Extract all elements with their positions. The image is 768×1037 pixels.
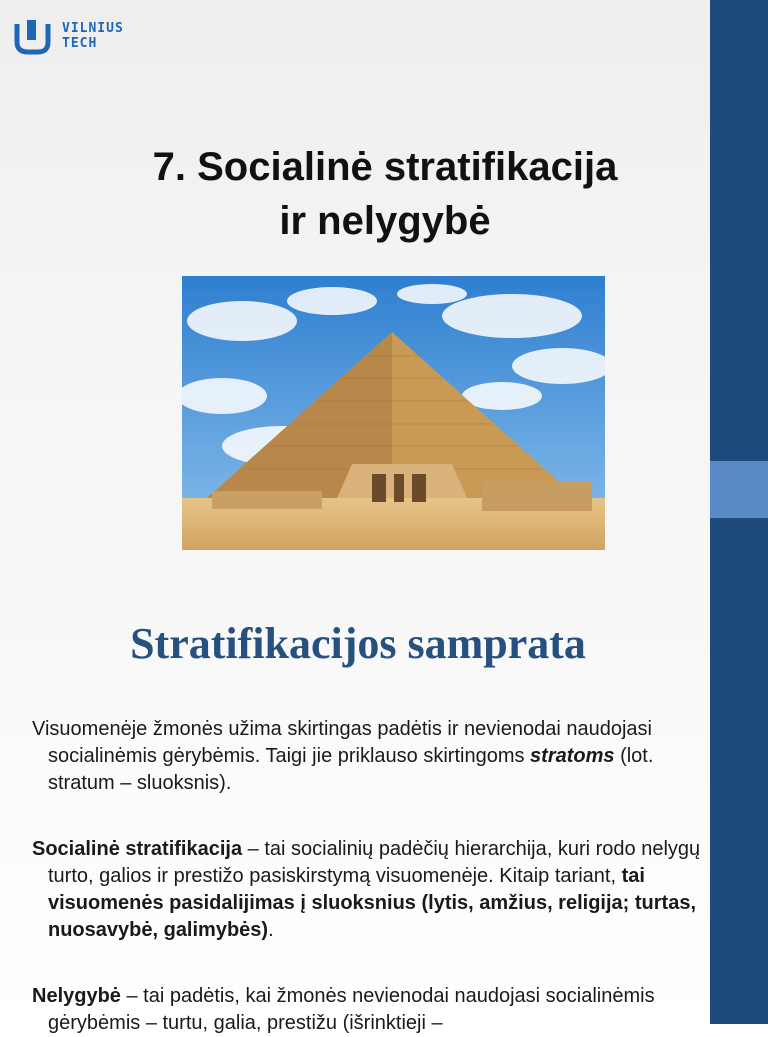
page-title <box>40 140 730 248</box>
sidebar-accent-block <box>710 461 768 518</box>
logo-text-line2: TECH <box>62 36 98 51</box>
term-inequality: Nelygybė <box>32 985 121 1007</box>
section-title: Stratifikacijos samprata <box>130 619 586 668</box>
title-line-2: ir nelygybė <box>279 199 491 243</box>
paragraph-stratification <box>32 836 720 944</box>
p2-bold-definition: tai visuomenės pasidalijimas į sluoksnius (lytis, amžius, religija; turtas, nuosavybė, galimybės) <box>48 865 696 941</box>
logo-mark-icon <box>14 18 52 56</box>
term-stratoms: stratoms <box>530 745 615 767</box>
p1-text-a: Visuomenėje žmonės užima skirtingas padėtis ir nevienodai naudojasi socialinėmis gėrybėmis. Taigi jie priklauso skirtingoms <box>32 718 652 767</box>
logo-text-line1: VILNIUS <box>62 21 124 36</box>
p2-text-b: . <box>268 919 274 941</box>
pyramid-image <box>182 276 605 550</box>
p3-text-a: – tai padėtis, kai žmonės nevienodai naudojasi socialinėmis gėrybėmis – turtu, galia, prestižu (išrinktieji – <box>48 985 655 1034</box>
title-line-1: 7. Socialinė stratifikacija <box>152 145 618 189</box>
term-social-stratification: Socialinė stratifikacija <box>32 838 243 860</box>
p1-text-b: (lot. stratum – sluoksnis). <box>48 745 654 794</box>
paragraph-inequality <box>32 983 720 1037</box>
p2-text-a: – tai socialinių padėčių hierarchija, kuri rodo nelygų turto, galios ir prestižo pasiskirstymą visuomenėje. Kitaip tariant, <box>48 838 701 887</box>
paragraph-strata <box>32 716 720 797</box>
